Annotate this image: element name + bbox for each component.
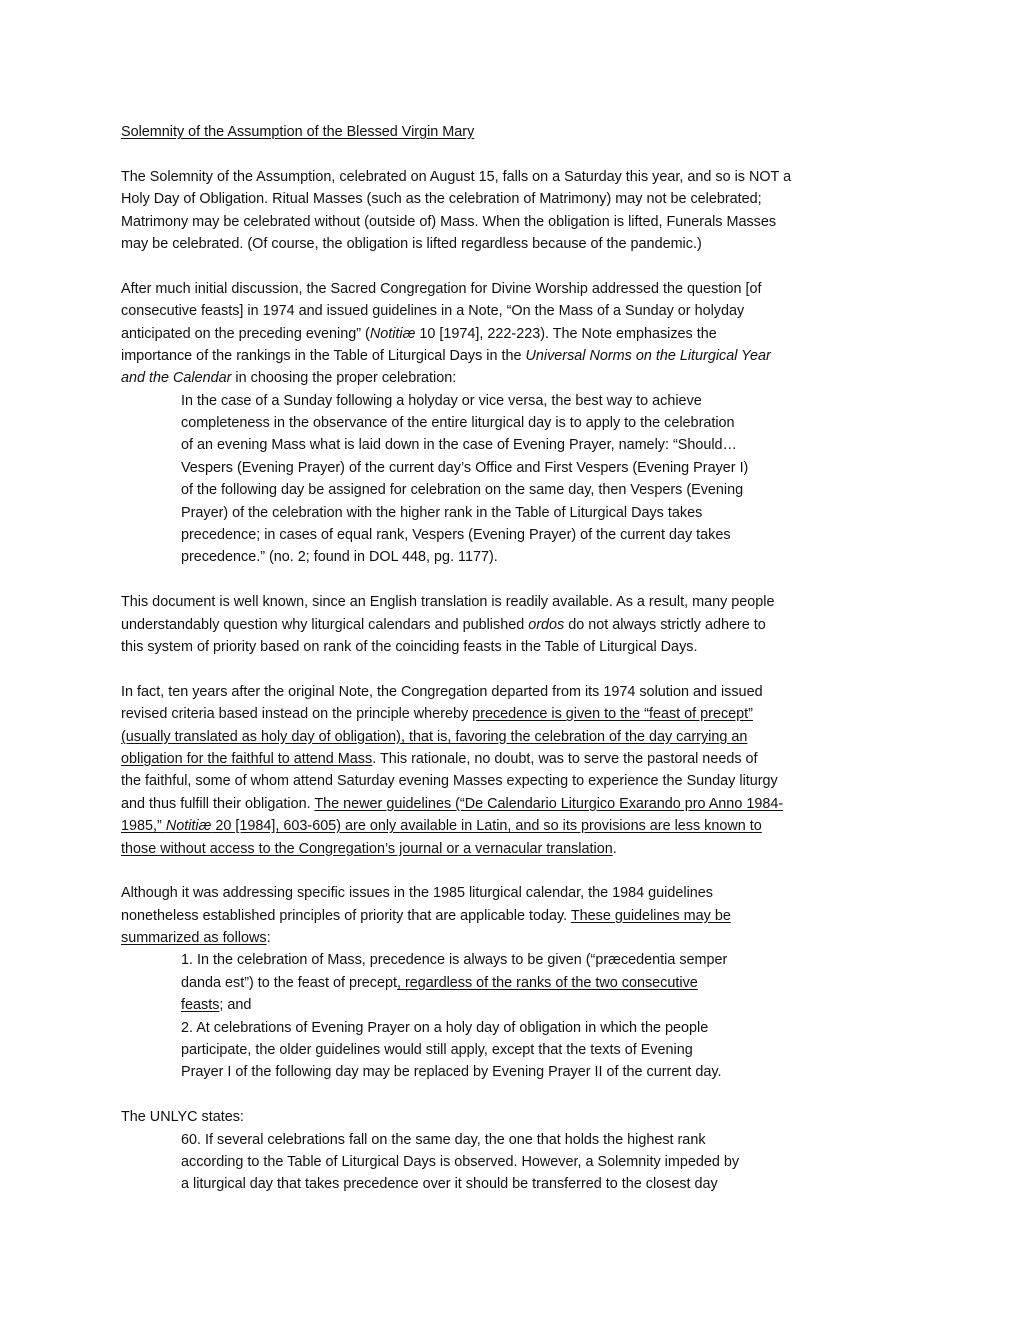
text-run: and thus fulfill their obligation.: [121, 795, 315, 812]
underlined-text: 20 [1984], 603-605) are only available in Latin, and so its provisions are less known to: [211, 818, 762, 835]
italic-text: and the Calendar: [121, 370, 232, 387]
underlined-text: (usually translated as holy day of obligation), that is, favoring the celebration of the day carrying an: [121, 728, 748, 745]
underlined-text: obligation for the faithful to attend Mass: [121, 750, 373, 767]
quoted-text-line: [121, 390, 921, 412]
text-run: In fact, ten years after the original Note, the Congregation departed from its 1974 solution and issued: [121, 683, 763, 700]
text-line: [121, 882, 921, 904]
text-line: [121, 815, 921, 837]
text-run: Matrimony may be celebrated without (outside of) Mass. When the obligation is lifted, Funerals Masses: [121, 213, 777, 230]
text-run: importance of the rankings in the Table of Liturgical Days in the: [121, 347, 526, 364]
underlined-text: precedence is given to the “feast of precept”: [472, 706, 753, 723]
underlined-text: Solemnity of the Assumption of the Blessed Virgin Mary: [121, 124, 475, 140]
text-line: [121, 300, 921, 322]
italic-text: ordos: [528, 616, 565, 633]
text-run: in choosing the proper celebration:: [231, 370, 457, 387]
underlined-text: summarized as follows: [121, 930, 267, 947]
text-run: After much initial discussion, the Sacred Congregation for Divine Worship addressed the question [of: [121, 280, 762, 297]
text-run: consecutive feasts] in 1974 and issued guidelines in a Note, “On the Mass of a Sunday or holyday: [121, 303, 745, 320]
italic-text: Notitiæ: [369, 325, 416, 342]
underlined-text: those without access to the Congregation’s journal or a vernacular translation: [121, 840, 613, 857]
text-run: Prayer) of the celebration with the higher rank in the Table of Liturgical Days takes: [181, 504, 703, 521]
text-line: [121, 591, 921, 613]
text-run: Prayer I of the following day may be replaced by Evening Prayer II of the current day.: [181, 1064, 722, 1081]
text-line: [121, 166, 921, 188]
underlined-text: The newer guidelines (“De Calendario Liturgico Exarando pro Anno 1984-: [314, 795, 784, 812]
text-line: [121, 345, 921, 367]
quoted-text-line: [121, 1039, 921, 1061]
text-run: The UNLYC states:: [121, 1109, 244, 1126]
text-run: . This rationale, no doubt, was to serve the pastoral needs of: [372, 750, 758, 767]
text-run: participate, the older guidelines would still apply, except that the texts of Evening: [181, 1042, 693, 1059]
text-run: Vespers (Evening Prayer) of the current day’s Office and First Vespers (Evening Prayer I): [181, 459, 749, 476]
text-line: [121, 614, 921, 636]
blank-line: [121, 1084, 921, 1106]
blank-line: [121, 255, 921, 277]
blank-line: [121, 143, 921, 165]
text-line: [121, 703, 921, 725]
text-run: danda est”) to the feast of precept: [181, 974, 397, 991]
underlined-text: , regardless of the ranks of the two consecutive: [397, 974, 698, 991]
text-run: a liturgical day that takes precedence over it should be transferred to the closest day: [181, 1176, 718, 1193]
text-line: [121, 233, 921, 255]
text-run: may be celebrated. (Of course, the obligation is lifted regardless because of the pandemic.): [121, 235, 702, 252]
text-line: [121, 278, 921, 300]
italic-text: Universal Norms on the Liturgical Year: [525, 347, 771, 364]
text-line: [121, 748, 921, 770]
text-run: understandably question why liturgical calendars and published: [121, 616, 529, 633]
text-line: [121, 636, 921, 658]
text-line: [121, 1106, 921, 1128]
text-run: 60. If several celebrations fall on the same day, the one that holds the highest rank: [181, 1131, 706, 1148]
text-run: the faithful, some of whom attend Saturday evening Masses expecting to experience the Sunday liturgy: [121, 773, 778, 790]
text-line: [121, 793, 921, 815]
quoted-text-line: [121, 524, 921, 546]
text-run: 1. In the celebration of Mass, precedence is always to be given (“præcedentia semper: [181, 952, 728, 969]
blank-line: [121, 860, 921, 882]
text-line: [121, 770, 921, 792]
text-run: this system of priority based on rank of the coinciding feasts in the Table of Liturgical Days.: [121, 638, 698, 655]
text-run: The Solemnity of the Assumption, celebrated on August 15, falls on a Saturday this year, and so is NOT a: [121, 168, 792, 185]
quoted-text-line: [121, 502, 921, 524]
underlined-text: 1985,”: [121, 818, 166, 835]
quoted-text-line: [121, 546, 921, 568]
text-run: precedence; in cases of equal rank, Vespers (Evening Prayer) of the current day takes: [181, 527, 731, 544]
quoted-text-line: [121, 479, 921, 501]
text-line: [121, 681, 921, 703]
text-run: Holy Day of Obligation. Ritual Masses (such as the celebration of Matrimony) may not be celebrated;: [121, 191, 762, 208]
text-run: ; and: [219, 997, 252, 1014]
text-run: precedence.” (no. 2; found in DOL 448, pg. 1177).: [181, 549, 498, 566]
quoted-text-line: [121, 1061, 921, 1083]
text-run: anticipated on the preceding evening” (: [121, 325, 370, 342]
quoted-text-line: [121, 434, 921, 456]
text-run: revised criteria based instead on the principle whereby: [121, 706, 473, 723]
quoted-text-line: [121, 1017, 921, 1039]
text-line: [121, 188, 921, 210]
quoted-text-line: [121, 1173, 921, 1195]
text-line: [121, 838, 921, 860]
text-line: [121, 927, 921, 949]
text-line: [121, 726, 921, 748]
quoted-text-line: [121, 1151, 921, 1173]
text-run: :: [266, 930, 271, 947]
quoted-text-line: [121, 994, 921, 1016]
text-line: [121, 905, 921, 927]
text-run: completeness in the observance of the entire liturgical day is to apply to the celebration: [181, 415, 735, 432]
text-run: of an evening Mass what is laid down in the case of Evening Prayer, namely: “Should…: [181, 437, 737, 454]
underlined-text: These guidelines may be: [570, 907, 731, 924]
text-run: In the case of a Sunday following a holyday or vice versa, the best way to achieve: [181, 392, 702, 409]
blank-line: [121, 569, 921, 591]
text-run: 2. At celebrations of Evening Prayer on a holy day of obligation in which the people: [181, 1019, 709, 1036]
quoted-text-line: [121, 457, 921, 479]
text-run: nonetheless established principles of priority that are applicable today.: [121, 907, 571, 924]
underlined-text: Notitiæ: [165, 818, 212, 835]
quoted-text-line: [121, 1129, 921, 1151]
text-line: [121, 323, 921, 345]
text-run: Although it was addressing specific issues in the 1985 liturgical calendar, the 1984 guidelines: [121, 885, 713, 902]
quoted-text-line: [121, 949, 921, 971]
text-line: [121, 211, 921, 233]
text-run: This document is well known, since an English translation is readily available. As a result, many people: [121, 594, 775, 611]
quoted-text-line: [121, 412, 921, 434]
text-run: .: [612, 840, 617, 857]
text-run: do not always strictly adhere to: [564, 616, 766, 633]
document-page: [121, 121, 921, 1196]
blank-line: [121, 658, 921, 680]
underlined-text: feasts: [181, 997, 220, 1014]
text-line: [121, 367, 921, 389]
document-title: [121, 121, 921, 143]
text-run: 10 [1974], 222-223). The Note emphasizes the: [415, 325, 717, 342]
quoted-text-line: [121, 972, 921, 994]
text-run: according to the Table of Liturgical Days is observed. However, a Solemnity impeded by: [181, 1153, 740, 1170]
text-run: of the following day be assigned for celebration on the same day, then Vespers (Evening: [181, 482, 744, 499]
